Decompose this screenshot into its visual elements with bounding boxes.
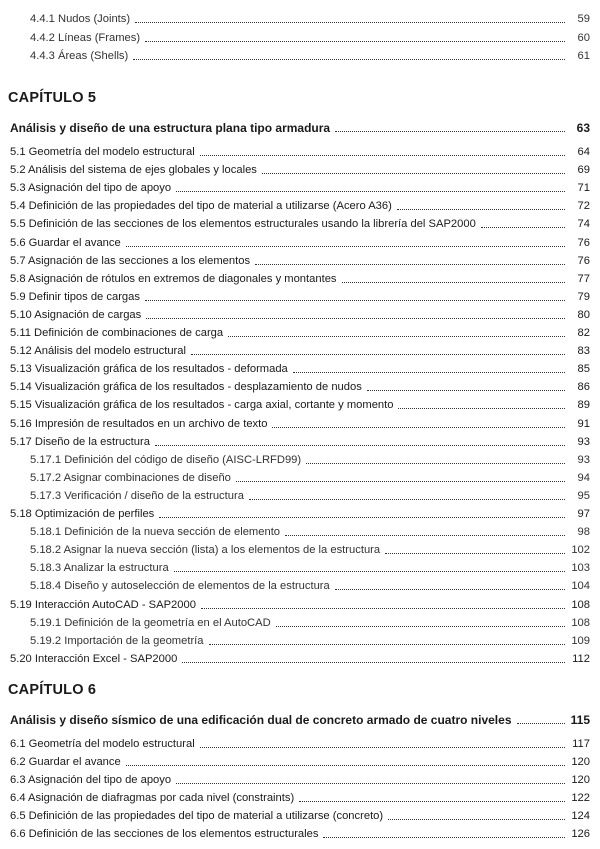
toc-entry-text: 5.2 Análisis del sistema de ejes globales y locales bbox=[10, 164, 257, 177]
toc-entry[interactable] bbox=[10, 211, 590, 231]
leader-dots bbox=[306, 463, 565, 464]
toc-entry-page: 77 bbox=[577, 272, 590, 285]
toc-entry[interactable] bbox=[10, 230, 590, 250]
toc-entry-text: 5.19.1 Definición de la geometría en el AutoCAD bbox=[30, 616, 271, 629]
toc-entry-page: 69 bbox=[577, 164, 590, 177]
toc-entry[interactable] bbox=[10, 139, 590, 159]
toc-entry[interactable] bbox=[10, 266, 590, 286]
toc-entry[interactable] bbox=[10, 25, 590, 45]
leader-dots bbox=[272, 427, 565, 428]
toc-entry-text: 5.13 Visualización gráfica de los resultados - deformada bbox=[10, 363, 288, 376]
leader-dots bbox=[236, 481, 565, 482]
toc-entry[interactable] bbox=[10, 447, 590, 467]
toc-entry[interactable] bbox=[10, 320, 590, 340]
chapter-title-text: Análisis y diseño de una estructura plana tipo armadura bbox=[10, 121, 331, 135]
toc-entry[interactable] bbox=[10, 302, 590, 322]
leader-dots bbox=[517, 723, 566, 724]
toc-entry-page: 72 bbox=[577, 200, 590, 213]
toc-entry-text: 6.3 Asignación del tipo de apoyo bbox=[10, 773, 172, 786]
toc-entry-text: 5.8 Asignación de rótulos en extremos de diagonales y montantes bbox=[10, 272, 337, 285]
toc-entry[interactable] bbox=[10, 429, 590, 449]
chapter-heading: CAPÍTULO 6 bbox=[8, 682, 97, 698]
toc-entry-page: 83 bbox=[577, 345, 590, 358]
toc-entry-page: 108 bbox=[571, 616, 590, 629]
toc-entry-page: 108 bbox=[571, 598, 590, 611]
leader-dots bbox=[276, 626, 565, 627]
leader-dots bbox=[176, 191, 565, 192]
toc-entry-page: 93 bbox=[577, 435, 590, 448]
toc-entry[interactable] bbox=[10, 646, 590, 666]
toc-entry[interactable] bbox=[10, 157, 590, 177]
toc-entry-page: 98 bbox=[577, 526, 590, 539]
toc-entry-text: 5.19 Interacción AutoCAD - SAP2000 bbox=[10, 598, 196, 611]
toc-entry-page: 122 bbox=[571, 791, 590, 804]
toc-entry-page: 86 bbox=[577, 381, 590, 394]
toc-entry-page: 76 bbox=[577, 236, 590, 249]
toc-entry-page: 59 bbox=[577, 13, 590, 25]
toc-entry-text: 5.17.3 Verificación / diseño de la estructura bbox=[30, 489, 244, 502]
toc-entry[interactable] bbox=[10, 628, 590, 648]
toc-entry-text: 5.3 Asignación del tipo de apoyo bbox=[10, 182, 172, 195]
toc-entry-text: 5.7 Asignación de las secciones a los elementos bbox=[10, 254, 251, 267]
toc-entry-text: 5.20 Interacción Excel - SAP2000 bbox=[10, 652, 178, 665]
leader-dots bbox=[228, 336, 565, 337]
leader-dots bbox=[174, 571, 565, 572]
leader-dots bbox=[145, 300, 565, 301]
leader-dots bbox=[201, 608, 565, 609]
toc-entry[interactable] bbox=[10, 592, 590, 612]
toc-entry[interactable] bbox=[10, 411, 590, 431]
toc-entry-page: 93 bbox=[577, 453, 590, 466]
chapter-title-text: Análisis y diseño sísmico de una edificación dual de concreto armado de cuatro niveles bbox=[10, 713, 512, 727]
toc-entry[interactable] bbox=[10, 175, 590, 195]
toc-entry-page: 94 bbox=[577, 471, 590, 484]
toc-entry-page: 97 bbox=[577, 508, 590, 520]
leader-dots bbox=[293, 372, 565, 373]
toc-entry-page: 126 bbox=[571, 827, 590, 840]
toc-entry-page: 74 bbox=[577, 218, 590, 231]
toc-entry-page: 76 bbox=[577, 254, 590, 267]
toc-entry-page: 104 bbox=[571, 580, 590, 593]
toc-entry-text: 6.1 Geometría del modelo estructural bbox=[10, 738, 195, 750]
toc-entry[interactable] bbox=[10, 537, 590, 557]
leader-dots bbox=[191, 354, 565, 355]
toc-entry-text: 5.6 Guardar el avance bbox=[10, 236, 121, 249]
toc-entry-page: 102 bbox=[571, 544, 590, 557]
toc-entry[interactable] bbox=[10, 465, 590, 485]
toc-entry-text: 5.18.4 Diseño y autoselección de elementos de la estructura bbox=[30, 580, 330, 593]
toc-entry-page: 71 bbox=[577, 182, 590, 195]
toc-entry-text: 5.1 Geometría del modelo estructural bbox=[10, 146, 195, 158]
toc-entry[interactable] bbox=[10, 519, 590, 539]
toc-entry-page: 85 bbox=[577, 363, 590, 376]
toc-entry[interactable] bbox=[10, 338, 590, 358]
toc-entry-text: 5.15 Visualización gráfica de los resultados - carga axial, cortante y momento bbox=[10, 399, 394, 412]
leader-dots bbox=[335, 589, 565, 590]
leader-dots bbox=[200, 155, 565, 156]
leader-dots bbox=[249, 499, 565, 500]
leader-dots bbox=[299, 801, 565, 802]
leader-dots bbox=[385, 553, 565, 554]
toc-entry-text: 5.14 Visualización gráfica de los resultados - desplazamiento de nudos bbox=[10, 381, 362, 394]
toc-entry-text: 5.4 Definición de las propiedades del tipo de material a utilizarse (Acero A36) bbox=[10, 200, 392, 213]
leader-dots bbox=[255, 264, 565, 265]
toc-entry-text: 5.17.1 Definición del código de diseño (AISC-LRFD99) bbox=[30, 453, 302, 466]
leader-dots bbox=[146, 318, 565, 319]
leader-dots bbox=[135, 22, 565, 23]
toc-entry[interactable] bbox=[10, 356, 590, 376]
leader-dots bbox=[481, 227, 565, 228]
chapter-title-entry[interactable] bbox=[10, 115, 590, 135]
toc-entry[interactable] bbox=[10, 193, 590, 213]
toc-entry[interactable] bbox=[10, 501, 590, 521]
toc-entry[interactable] bbox=[10, 248, 590, 268]
toc-entry-text: 5.12 Análisis del modelo estructural bbox=[10, 345, 186, 358]
toc-entry[interactable] bbox=[10, 43, 590, 63]
toc-entry-text: 6.2 Guardar el avance bbox=[10, 755, 121, 768]
toc-entry-page: 60 bbox=[577, 32, 590, 44]
toc-entry[interactable] bbox=[10, 610, 590, 630]
toc-entry-text: 6.4 Asignación de diafragmas por cada nivel (constraints) bbox=[10, 791, 295, 804]
toc-entry-page: 124 bbox=[571, 809, 590, 822]
toc-entry-page: 61 bbox=[577, 50, 590, 62]
toc-entry-text: 6.5 Definición de las propiedades del tipo de material a utilizarse (concreto) bbox=[10, 809, 384, 822]
toc-entry[interactable] bbox=[10, 374, 590, 394]
toc-entry-text: 5.19.2 Importación de la geometría bbox=[30, 634, 204, 647]
leader-dots bbox=[155, 445, 565, 446]
toc-entry-text: 5.18.2 Asignar la nueva sección (lista) a los elementos de la estructura bbox=[30, 544, 381, 557]
toc-entry-text: 4.4.1 Nudos (Joints) bbox=[30, 13, 131, 25]
leader-dots bbox=[397, 209, 565, 210]
toc-entry-page: 117 bbox=[572, 738, 590, 750]
toc-entry-page: 82 bbox=[577, 327, 590, 339]
toc-entry-page: 103 bbox=[571, 562, 590, 575]
toc-entry-text: 5.10 Asignación de cargas bbox=[10, 308, 142, 321]
toc-entry[interactable] bbox=[10, 392, 590, 412]
chapter-title-entry[interactable] bbox=[10, 707, 590, 727]
leader-dots bbox=[182, 662, 565, 663]
toc-entry-page: 79 bbox=[577, 290, 590, 303]
chapter-title-page: 63 bbox=[576, 121, 590, 135]
leader-dots bbox=[159, 517, 565, 518]
toc-entry-text: 6.6 Definición de las secciones de los elementos estructurales bbox=[10, 827, 319, 840]
leader-dots bbox=[133, 59, 565, 60]
toc-entry-text: 5.17 Diseño de la estructura bbox=[10, 435, 150, 448]
leader-dots bbox=[342, 282, 565, 283]
leader-dots bbox=[398, 408, 565, 409]
toc-entry-page: 109 bbox=[571, 634, 590, 647]
toc-entry[interactable] bbox=[10, 6, 590, 26]
toc-entry-text: 5.18.3 Analizar la estructura bbox=[30, 562, 169, 575]
toc-entry-page: 64 bbox=[577, 146, 590, 158]
leader-dots bbox=[285, 535, 565, 536]
toc-entry-page: 112 bbox=[572, 652, 590, 665]
toc-entry-text: 5.16 Impresión de resultados en un archivo de texto bbox=[10, 417, 268, 430]
toc-entry-text: 5.5 Definición de las secciones de los elementos estructurales usando la librería del SAP2000 bbox=[10, 218, 476, 231]
toc-entry-page: 91 bbox=[577, 417, 590, 430]
toc-entry-text: 5.17.2 Asignar combinaciones de diseño bbox=[30, 471, 231, 484]
chapter-heading: CAPÍTULO 5 bbox=[8, 90, 97, 106]
toc-entry-text: 5.18.1 Definición de la nueva sección de elemento bbox=[30, 526, 281, 539]
leader-dots bbox=[388, 819, 565, 820]
leader-dots bbox=[335, 131, 565, 132]
toc-entry-text: 5.11 Definición de combinaciones de carga bbox=[10, 327, 224, 339]
toc-entry[interactable] bbox=[10, 821, 590, 841]
toc-entry-page: 95 bbox=[577, 489, 590, 502]
leader-dots bbox=[176, 783, 565, 784]
leader-dots bbox=[323, 837, 565, 838]
toc-entry-page: 80 bbox=[577, 308, 590, 321]
toc-entry-text: 5.9 Definir tipos de cargas bbox=[10, 290, 140, 303]
toc-entry[interactable] bbox=[10, 284, 590, 304]
toc-entry-text: 4.4.2 Líneas (Frames) bbox=[30, 32, 141, 44]
chapter-title-page: 115 bbox=[570, 713, 590, 727]
toc-entry-page: 89 bbox=[577, 399, 590, 412]
toc-entry[interactable] bbox=[10, 555, 590, 575]
toc-entry[interactable] bbox=[10, 483, 590, 503]
toc-entry-text: 5.18 Optimización de perfiles bbox=[10, 508, 155, 520]
leader-dots bbox=[367, 390, 565, 391]
toc-entry-text: 4.4.3 Áreas (Shells) bbox=[30, 50, 129, 62]
leader-dots bbox=[209, 644, 565, 645]
toc-entry[interactable] bbox=[10, 573, 590, 593]
toc-entry-page: 120 bbox=[571, 755, 590, 768]
toc-entry-page: 120 bbox=[571, 773, 590, 786]
leader-dots bbox=[200, 747, 565, 748]
leader-dots bbox=[126, 246, 565, 247]
leader-dots bbox=[145, 41, 565, 42]
leader-dots bbox=[262, 173, 565, 174]
leader-dots bbox=[126, 765, 565, 766]
